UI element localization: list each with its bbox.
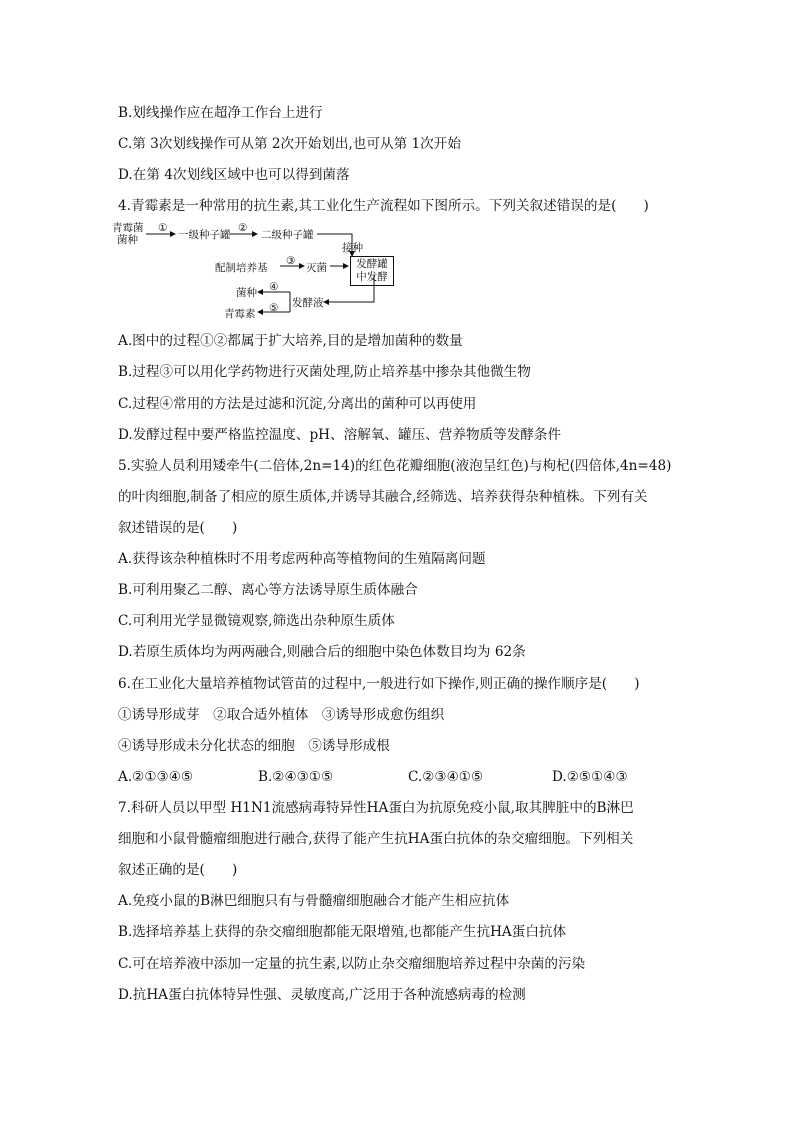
diagram-strain-label: 青霉菌 (112, 222, 144, 234)
diagram-fermenter-label: 中发酵 (356, 271, 388, 283)
q6-option-a: A.②①③④⑤ (118, 769, 194, 785)
q7-stem: 叙述正确的是( ) (118, 862, 238, 878)
diagram-inoculate-label: 接种 (342, 242, 363, 254)
q5-stem: 叙述错误的是( ) (118, 520, 238, 536)
diagram-fermenter-label: 发酵罐 (356, 258, 388, 270)
q4-option-a: A.图中的过程①②都属于扩大培养,目的是增加菌种的数量 (118, 333, 463, 349)
diagram-sterilize-label: 灭菌 (306, 262, 327, 274)
q5-stem: 的叶肉细胞,制备了相应的原生质体,并诱导其融合,经筛选、培养获得杂种植株。下列有关 (118, 489, 648, 505)
q6-steps: ④诱导形成未分化状态的细胞 ⑤诱导形成根 (118, 738, 390, 754)
q6-option-d: D.②⑤①④③ (552, 769, 628, 785)
diagram-seed-tank-2: 二级种子罐 (261, 229, 314, 241)
q6-option-c: C.②③④①⑤ (408, 769, 484, 785)
diagram-step-1: ① (158, 222, 168, 234)
penicillin-flow-diagram (112, 220, 412, 324)
q7-option-a: A.免疫小鼠的B淋巴细胞只有与骨髓瘤细胞融合才能产生相应抗体 (118, 893, 510, 909)
q3-option-b: B.划线操作应在超净工作台上进行 (118, 105, 323, 121)
q4-stem: 4.青霉素是一种常用的抗生素,其工业化生产流程如下图所示。下列关叙述错误的是( ) (118, 198, 649, 214)
q7-option-d: D.抗HA蛋白抗体特异性强、灵敏度高,广泛用于各种流感病毒的检测 (118, 987, 526, 1003)
diagram-seed-tank-1: 一级种子罐 (178, 229, 231, 241)
q4-option-b: B.过程③可以用化学药物进行灭菌处理,防止培养基中掺杂其他微生物 (118, 364, 531, 380)
diagram-step-3: ③ (286, 255, 296, 267)
diagram-output-strain: 菌种 (236, 287, 257, 299)
q4-option-c: C.过程④常用的方法是过滤和沉淀,分离出的菌种可以再使用 (118, 396, 477, 412)
q6-steps: ①诱导形成芽 ②取合适外植体 ③诱导形成愈伤组织 (118, 707, 445, 723)
q5-option-d: D.若原生质体均为两两融合,则融合后的细胞中染色体数目均为 62条 (118, 644, 526, 660)
q4-option-d: D.发酵过程中要严格监控温度、pH、溶解氧、罐压、营养物质等发酵条件 (118, 427, 562, 443)
diagram-strain-label: 菌种 (117, 234, 138, 246)
q5-stem: 5.实验人员利用矮牵牛(二倍体,2n=14)的红色花瓣细胞(液泡呈红色)与枸杞(四倍体,4n=48) (118, 458, 672, 474)
diagram-step-2: ② (238, 222, 248, 234)
diagram-step-4: ④ (269, 281, 279, 293)
q5-option-c: C.可利用光学显微镜观察,筛选出杂种原生质体 (118, 613, 395, 629)
q5-option-b: B.可利用聚乙二醇、离心等方法诱导原生质体融合 (118, 582, 418, 598)
q7-option-b: B.选择培养基上获得的杂交瘤细胞都能无限增殖,也都能产生抗HA蛋白抗体 (118, 924, 567, 940)
q7-option-c: C.可在培养液中添加一定量的抗生素,以防止杂交瘤细胞培养过程中杂菌的污染 (118, 956, 586, 972)
q5-option-a: A.获得该杂种植株时不用考虑两种高等植物间的生殖隔离问题 (118, 551, 486, 567)
diagram-penicillin-label: 青霉素 (224, 308, 256, 320)
q7-stem: 细胞和小鼠骨髓瘤细胞进行融合,获得了能产生抗HA蛋白抗体的杂交瘤细胞。下列相关 (118, 831, 634, 847)
diagram-fermenter-box (350, 256, 394, 286)
diagram-step-5: ⑤ (269, 302, 279, 314)
diagram-broth-label: 发酵液 (292, 297, 324, 309)
q6-stem: 6.在工业化大量培养植物试管苗的过程中,一般进行如下操作,则正确的操作顺序是( ) (118, 676, 640, 692)
diagram-medium-label: 配制培养基 (215, 262, 268, 274)
q6-option-b: B.②④③①⑤ (258, 769, 334, 785)
q3-option-c: C.第 3次划线操作可从第 2次开始划出,也可从第 1次开始 (118, 136, 461, 152)
q7-stem: 7.科研人员以甲型 H1N1流感病毒特异性HA蛋白为抗原免疫小鼠,取其脾脏中的B淋巴 (118, 800, 634, 816)
q3-option-d: D.在第 4次划线区域中也可以得到菌落 (118, 167, 350, 183)
